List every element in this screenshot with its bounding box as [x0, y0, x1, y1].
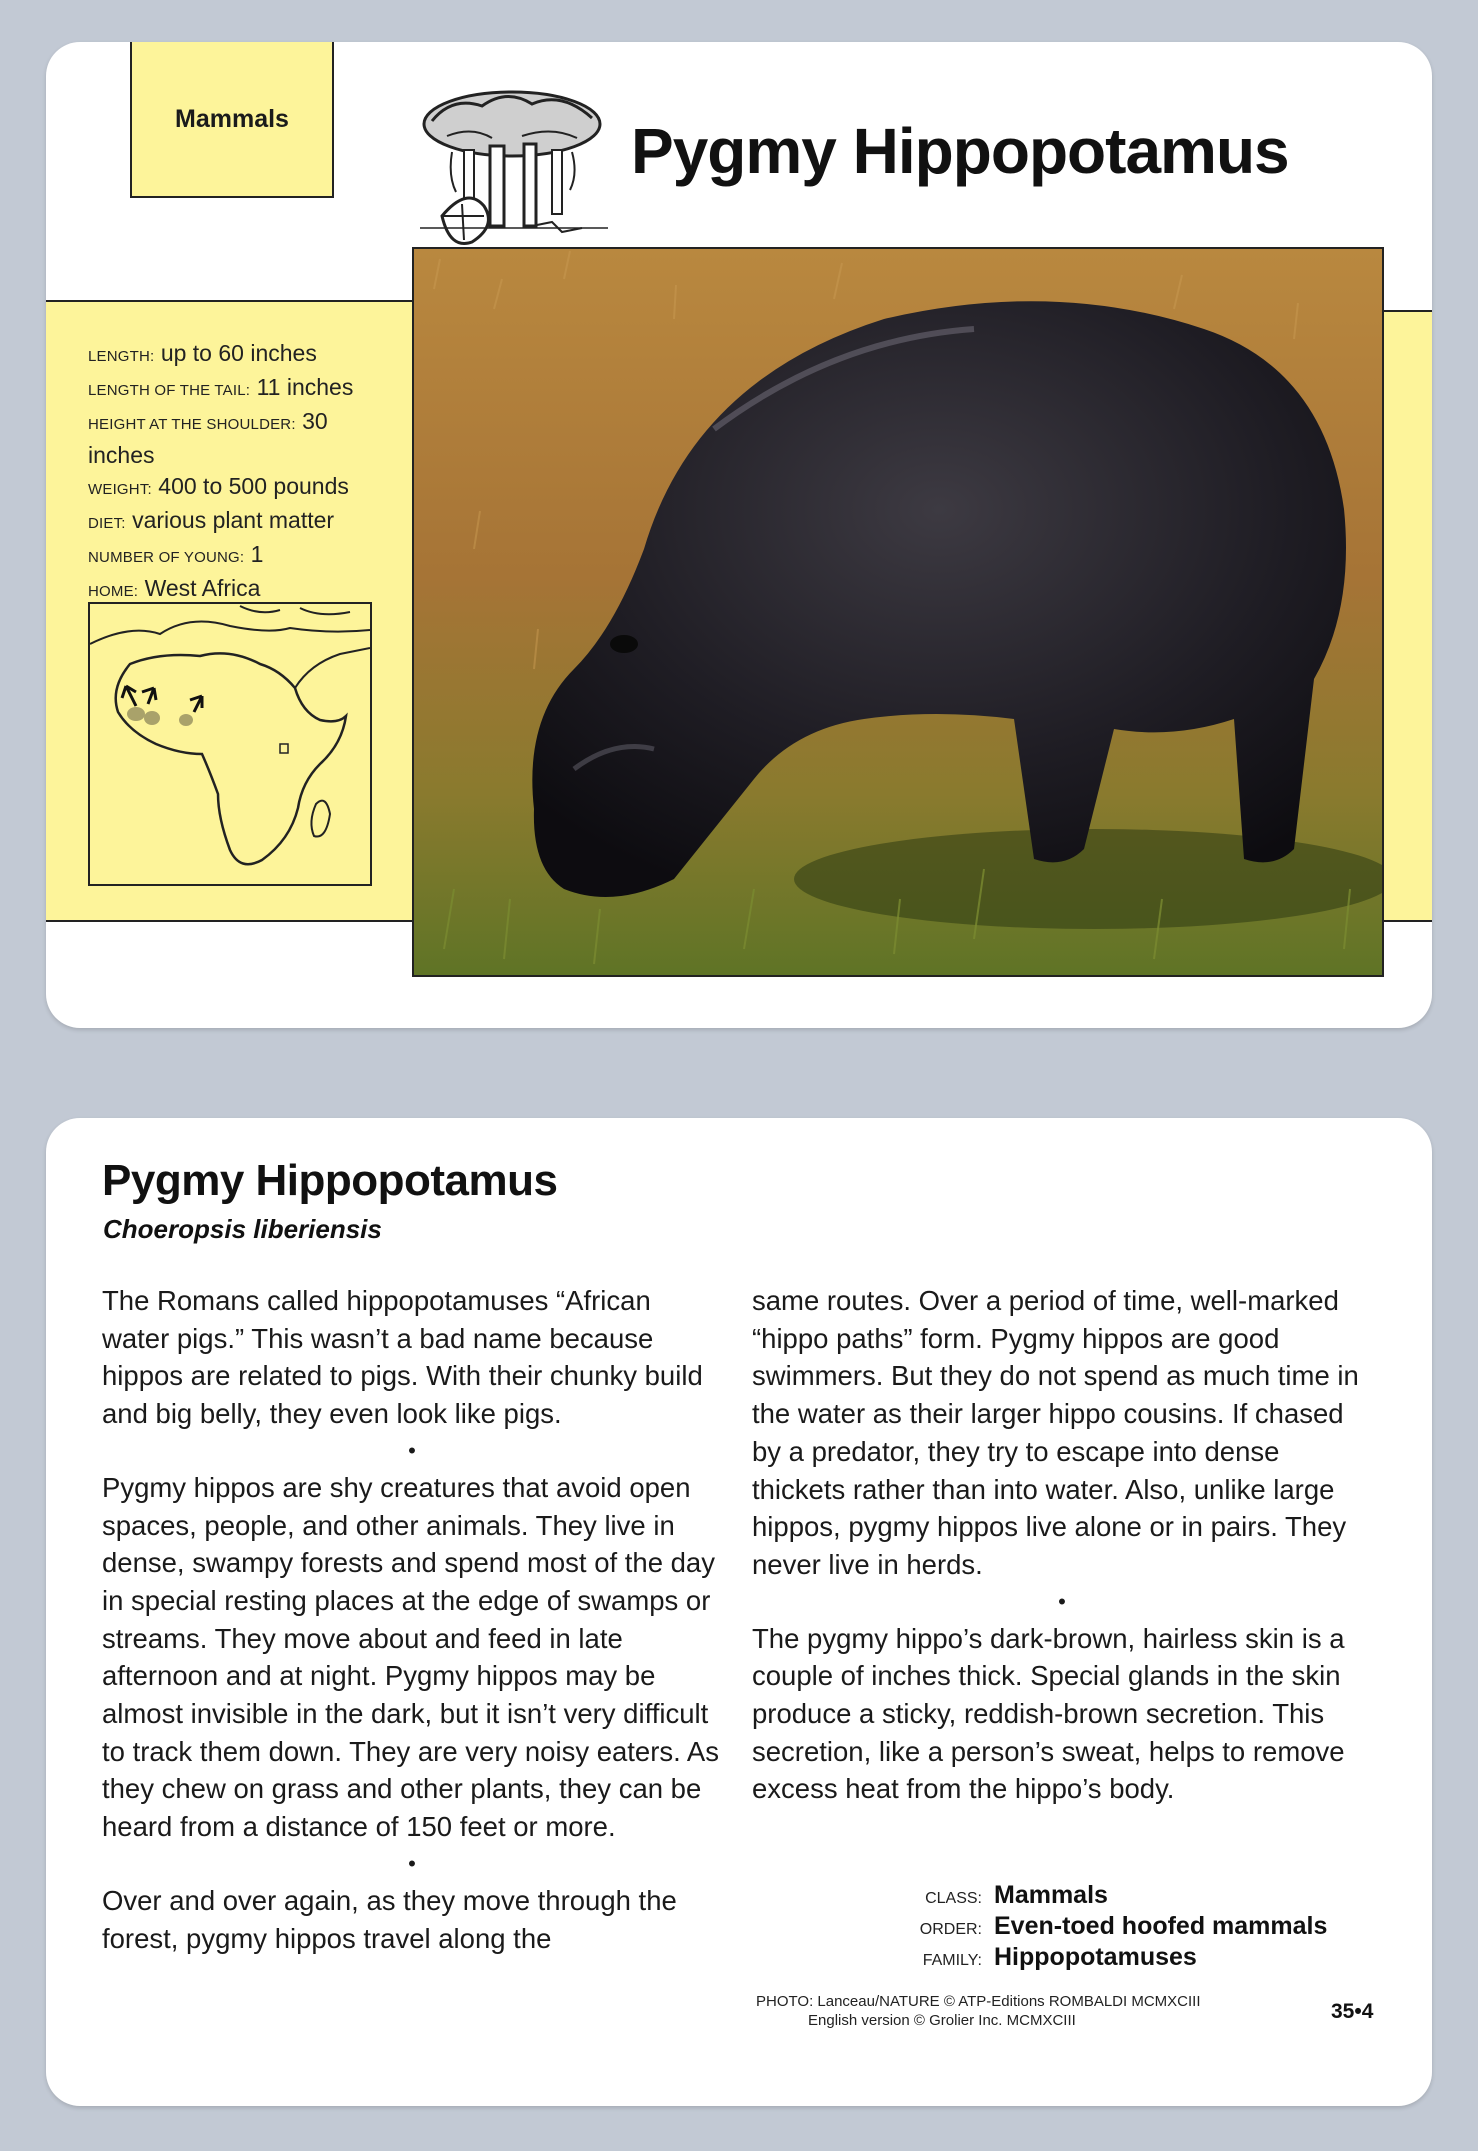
right-color-strip	[1382, 310, 1432, 922]
scientific-name: Choeropsis liberiensis	[103, 1214, 382, 1244]
stat-tail-length: LENGTH OF THE TAIL: 11 inches	[88, 374, 354, 400]
stat-young: NUMBER OF YOUNG: 1	[88, 541, 264, 567]
taxonomy-block	[906, 1880, 1327, 1973]
africa-map-icon	[90, 604, 370, 884]
paragraph: The pygmy hippo’s dark-brown, hairless skin is a couple of inches thick. Special glands in the skin produce a sticky, reddish-brown secretion. This secretion, like a person’s sweat, helps to remove excess heat from the hippo’s body.	[752, 1622, 1345, 1805]
text-column-left	[102, 1282, 722, 1957]
stat-length: LENGTH: up to 60 inches	[88, 340, 317, 366]
bullet-divider: •	[1058, 1588, 1066, 1614]
bullet-divider: •	[408, 1850, 416, 1876]
back-card	[46, 1118, 1432, 2106]
paragraph: The Romans called hippopotamuses “African water pigs.” This wasn’t a bad name because hippos are related to pigs. With their chunky build and big belly, they even look like pigs.	[102, 1285, 703, 1430]
stat-diet: DIET: various plant matter	[88, 507, 335, 533]
forest-habitat-icon	[412, 66, 612, 266]
paragraph: same routes. Over a period of time, well-marked “hippo paths” form. Pygmy hippos are good swimmers. But they do not spend as much time in the water as their larger hippo cousins. If chased by a predator, they try to escape into dense thickets rather than into water. Also, unlike large hippos, pygmy hippos live alone or in pairs. They never live in herds.	[752, 1285, 1359, 1580]
photo-credits: PHOTO: Lanceau/NATURE © ATP-Editions ROMBALDI MCMXCIII English version © Grolier Inc. MCMXCIII	[756, 1993, 1201, 2029]
paragraph: Over and over again, as they move through the forest, pygmy hippos travel along the	[102, 1884, 677, 1954]
taxonomy-family: FAMILY: Hippopotamuses	[922, 1943, 1197, 1971]
panel-divider-bottom	[46, 920, 416, 922]
paragraph: Pygmy hippos are shy creatures that avoid open spaces, people, and other animals. They live in dense, swampy forests and spend most of the day in special resting places at the edge of swamps or streams. They move about and feed in late afternoon and at night. Pygmy hippos may be almost invisible in the dark, but it isn’t very difficult to track them down. They are very noisy eaters. As they chew on grass and other plants, they can be heard from a distance of 150 feet or more.	[102, 1471, 719, 1843]
stat-home: HOME: West Africa	[88, 575, 261, 601]
category-label: Mammals	[130, 42, 334, 198]
range-map	[88, 602, 372, 886]
card-title: Pygmy Hippopotamus	[631, 115, 1289, 187]
hippo-photo	[412, 247, 1384, 977]
taxonomy-class: CLASS: Mammals	[925, 1881, 1108, 1909]
hippo-image	[414, 249, 1382, 975]
bullet-divider: •	[408, 1437, 416, 1463]
text-column-right	[752, 1282, 1372, 1808]
back-title: Pygmy Hippopotamus	[102, 1156, 558, 1205]
front-card	[46, 42, 1432, 1028]
taxonomy-order: ORDER: Even-toed hoofed mammals	[919, 1912, 1328, 1940]
fact-list	[88, 338, 388, 607]
stat-shoulder-height: HEIGHT AT THE SHOULDER: 30 inches	[88, 408, 328, 468]
card-number: 35•4	[1331, 2000, 1374, 2023]
stat-weight: WEIGHT: 400 to 500 pounds	[88, 473, 349, 499]
